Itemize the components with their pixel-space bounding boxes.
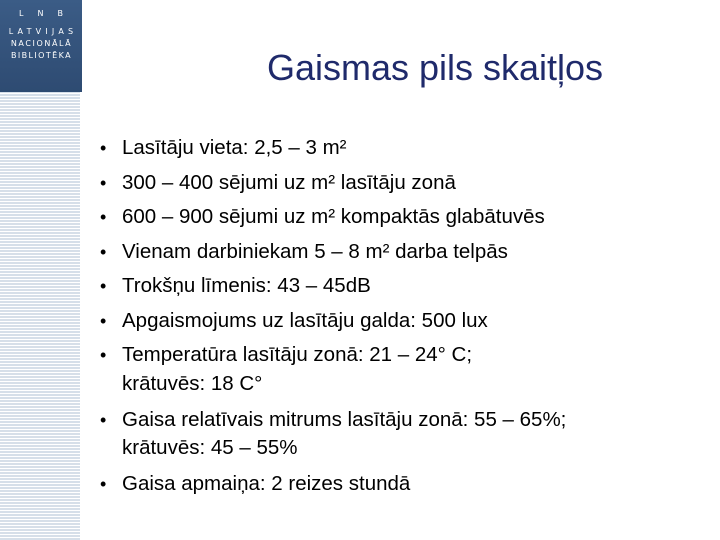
logo-line-nacionala: NACIONĀLĀ	[10, 39, 73, 48]
bullet-continuation: krātuvēs: 45 – 55%	[122, 436, 298, 459]
bullet-text: Vienam darbiniekam 5 – 8 m² darba telpās	[122, 239, 508, 263]
bullet-continuation: krātuvēs: 18 C°	[122, 371, 263, 395]
bullet-item	[100, 467, 700, 502]
bullet-text: Apgaismojums uz lasītāju galda: 500 lux	[122, 308, 488, 332]
bullet-item	[100, 269, 700, 304]
bullet-item	[100, 403, 700, 464]
bullet-item	[100, 166, 700, 201]
bullet-text: Trokšņu līmenis: 43 – 45dB	[122, 274, 371, 297]
bullet-text: Lasītāju vieta: 2,5 – 3 m²	[122, 136, 347, 159]
logo-line-lnb: LNB	[19, 9, 77, 18]
logo-line-biblioteka: BIBLIOTĒKA	[11, 51, 72, 60]
bullet-text: Gaisa apmaiņa: 2 reizes stundā	[122, 472, 411, 495]
bullet-text: 600 – 900 sējumi uz m² kompaktās glabātuvēs	[122, 205, 545, 228]
bullet-item	[100, 131, 700, 166]
bullet-item	[100, 338, 700, 399]
bullet-item	[100, 235, 700, 270]
bullet-item	[100, 200, 700, 235]
logo-line-latvijas: LATVIJAS	[8, 27, 78, 36]
bullet-list	[100, 131, 700, 502]
bullet-text: Gaisa relatīvais mitrums lasītāju zonā: 55 – 65%;	[122, 407, 567, 431]
bullet-text: 300 – 400 sējumi uz m² lasītāju zonā	[122, 170, 456, 194]
bullet-text: Temperatūra lasītāju zonā: 21 – 24° C;	[122, 343, 473, 366]
bullet-item	[100, 304, 700, 339]
slide-title: Gaismas pils skaitļos	[266, 47, 604, 88]
library-logo	[0, 0, 82, 92]
